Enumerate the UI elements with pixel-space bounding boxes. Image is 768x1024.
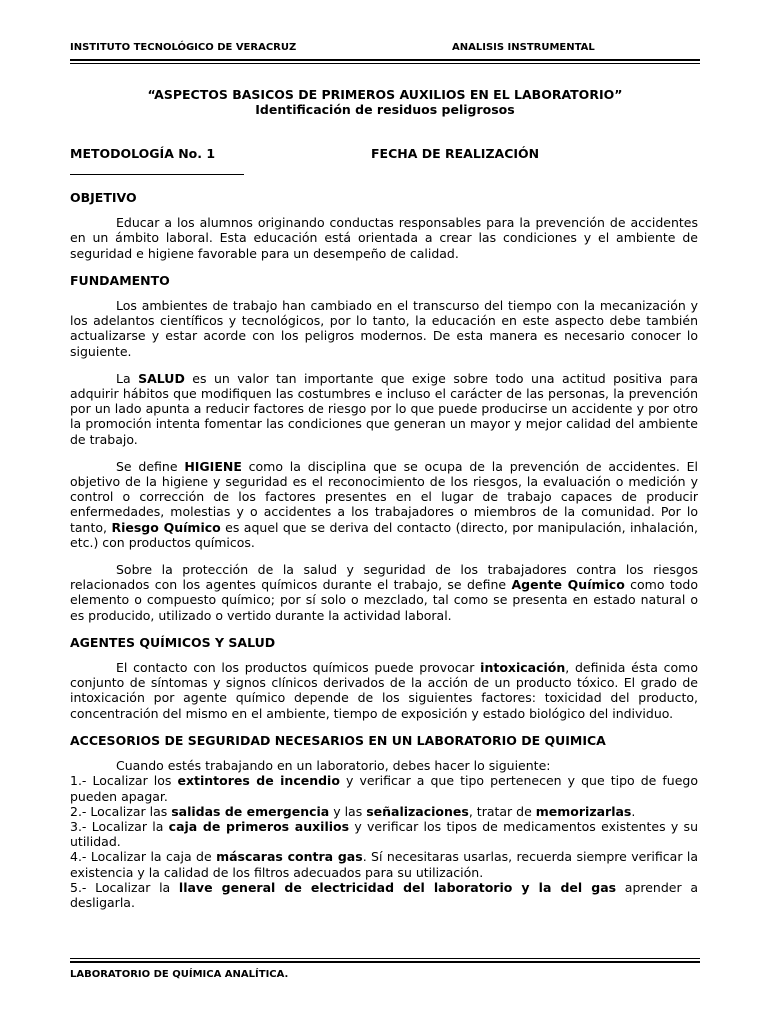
- date-label: FECHA DE REALIZACIÓN: [371, 146, 540, 161]
- text-run: 1.- Localizar los: [70, 773, 178, 789]
- header-subject: ANALISIS INSTRUMENTAL: [452, 42, 595, 53]
- list-item: [70, 880, 698, 910]
- fundamento-paragraph-higiene: [70, 459, 698, 550]
- text-run: aprender a desligarla.: [70, 879, 698, 910]
- page-header: [70, 40, 700, 54]
- bold-term: caja de primeros auxilios: [168, 818, 350, 834]
- text-run: , definida ésta como conjunto de síntomas y signos clínicos derivados de la acción de un producto tóxico. El grado de intoxicación por agente químico depende de los siguientes factores: toxicidad del producto, concentración del mismo en el ambiente, tiempo de exposición y estado biológico del individuo.: [70, 660, 698, 721]
- text-run: Se define: [116, 458, 185, 474]
- document-title: [70, 87, 700, 117]
- text-run: como la disciplina que se ocupa de la prevención de accidentes. El objetivo de la higiene y seguridad es el reconocimiento de los riesgos, la evaluación o medición y control o corrección de los factores presentes en el lugar de trabajo capaces de producir enfermedades, molestias y o accidentes a los trabajadores o miembros de la comunidad. Por lo tanto,: [70, 458, 698, 535]
- text-run: 2.- Localizar las: [70, 803, 172, 819]
- header-rule: [70, 59, 700, 61]
- text-run: La: [116, 370, 139, 386]
- text-run: . Sí necesitaras usarlas, recuerda siempre verificar la existencia y la calidad de los filtros adecuados para su utilización.: [70, 849, 698, 880]
- text-run: y verificar los tipos de medicamentos existentes y su utilidad.: [70, 818, 698, 850]
- title-subtitle: Identificación de residuos peligrosos: [255, 102, 515, 117]
- list-item: [70, 849, 698, 879]
- bold-term: extintores de incendio: [177, 773, 340, 789]
- section-heading-accesorios: ACCESORIOS DE SEGURIDAD NECESARIOS EN UN LABORATORIO DE QUIMICA: [70, 732, 606, 748]
- bold-term: máscaras contra gas: [216, 849, 363, 865]
- bold-term: señalizaciones: [366, 803, 469, 819]
- methodology-number: METODOLOGÍA No. 1: [70, 146, 216, 161]
- fundamento-paragraph-1: Los ambientes de trabajo han cambiado en el transcurso del tiempo con la mecanización y los adelantos científicos y tecnológicos, por lo tanto, la educación en este aspecto debe también actualizarse y estar acorde con los peligros modernos. De esta manera es necesario conocer lo siguiente.: [70, 298, 698, 359]
- text-run: es un valor tan importante que exige sobre todo una actitud positiva para adquirir hábitos que modifiquen las costumbres e incluso el carácter de las personas, la prevención por un lado apunta a reducir factores de riesgo por lo que puede producirse un accidente y por otro la promoción intenta fomentar las condiciones que generan un mayor y mejor calidad del ambiente de trabajo.: [70, 370, 698, 447]
- bold-term-higiene: HIGIENE: [184, 458, 242, 474]
- bold-term-intoxicacion: intoxicación: [480, 660, 566, 676]
- fundamento-paragraph-agente: [70, 562, 698, 623]
- text-run: , tratar de: [468, 803, 536, 819]
- agentes-paragraph: [70, 660, 698, 721]
- list-item: [70, 819, 698, 849]
- fundamento-paragraph-salud: [70, 371, 698, 447]
- bold-term-agente-quimico: Agente Químico: [511, 577, 625, 593]
- text-run: y verificar a que tipo pertenecen y que tipo de fuego pueden apagar.: [70, 773, 698, 804]
- text-run: es aquel que se deriva del contacto (directo, por manipulación, inhalación, etc.) con productos químicos.: [70, 519, 698, 550]
- text-run: .: [631, 803, 636, 819]
- bold-term-riesgo-quimico: Riesgo Químico: [111, 519, 221, 535]
- section-heading-fundamento: FUNDAMENTO: [70, 272, 170, 288]
- document-body: [70, 190, 698, 910]
- title-main: “ASPECTOS BASICOS DE PRIMEROS AUXILIOS EN EL LABORATORIO”: [147, 87, 623, 102]
- footer-rule-thin: [70, 958, 700, 959]
- accesorios-intro: Cuando estés trabajando en un laboratorio, debes hacer lo siguiente:: [116, 758, 551, 774]
- text-run: 4.- Localizar la caja de: [70, 849, 217, 865]
- page-footer: LABORATORIO DE QUÍMICA ANALÍTICA.: [70, 969, 289, 980]
- text-run: 5.- Localizar la: [70, 879, 179, 895]
- bold-term: salidas de emergencia: [171, 803, 330, 819]
- objetivo-paragraph: Educar a los alumnos originando conductas responsables para la prevención de accidentes en un ámbito laboral. Esta educación está orientada a crear las condiciones y el ambiente de seguridad e higiene favorable para un desempeño de calidad.: [70, 215, 698, 261]
- footer-rule: [70, 961, 700, 963]
- blank-line: [70, 174, 244, 175]
- bold-term: llave general de electricidad del laboratorio y la del gas: [178, 879, 617, 895]
- header-institution: INSTITUTO TECNOLÓGICO DE VERACRUZ: [70, 42, 297, 53]
- list-item: [70, 773, 698, 803]
- section-heading-agentes: AGENTES QUÍMICOS Y SALUD: [70, 634, 276, 650]
- text-run: como todo elemento o compuesto químico; por sí solo o mezclado, tal como se presenta en estado natural o es producido, utilizado o vertido durante la actividad laboral.: [70, 577, 699, 623]
- text-run: 3.- Localizar la: [70, 818, 169, 834]
- text-run: y las: [329, 803, 367, 819]
- header-rule-thin: [70, 63, 700, 64]
- list-item: [70, 804, 698, 819]
- bold-term: memorizarlas: [535, 803, 632, 819]
- text-run: Sobre la protección de la salud y seguridad de los trabajadores contra los riesgos relacionados con los agentes químicos durante el trabajo, se define: [70, 562, 698, 593]
- text-run: El contacto con los productos químicos puede provocar: [116, 660, 481, 676]
- section-heading-objetivo: OBJETIVO: [70, 190, 137, 205]
- bold-term-salud: SALUD: [138, 370, 185, 386]
